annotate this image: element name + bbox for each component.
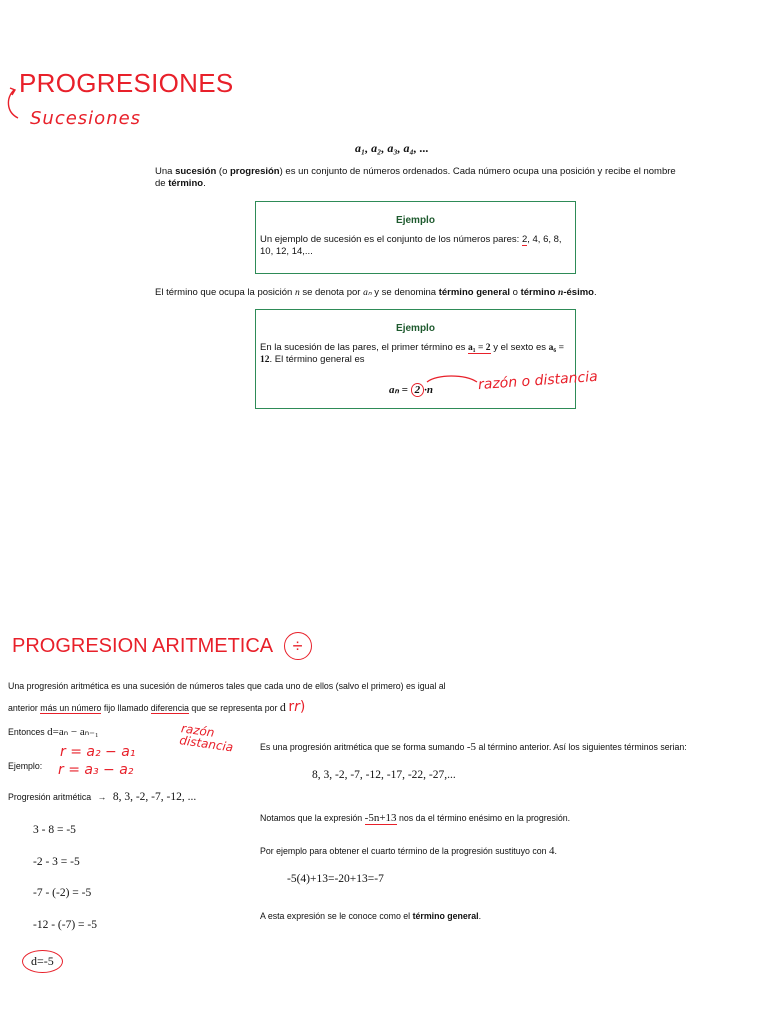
difference-1: 3 - 8 = -5 [33,824,76,836]
right-intro: Es una progresión aritmética que se forma sumando -5 al término anterior. Así los siguientes términos serian: [260,741,687,753]
handwritten-r: r [294,699,300,715]
annotation-arrow [425,374,485,394]
handwritten-subtitle: Sucesiones [30,108,142,129]
section-title: PROGRESION ARITMETICA ÷ [12,632,312,660]
ejemplo-label: Ejemplo: [8,761,43,771]
example-box-2 [255,309,576,409]
difference-2: -2 - 3 = -5 [33,856,80,868]
sequence-header: a₁, a₂, a₃, a₄, ... [355,141,429,155]
general-term-text: El término que ocupa la posición n se denota por aₙ y se denomina término general o término n-ésimo. [155,287,597,298]
notamos-text: Notamos que la expresión -5n+13 nos da el término enésimo en la progresión. [260,812,571,824]
example-title: Ejemplo [396,215,435,226]
general-term-formula: aₙ = 2 ·n [389,384,434,396]
handwritten-r1: r = a₂ − a₁ [60,744,136,760]
handwritten-annotation: razón o distancia [477,368,599,394]
entonces-label: Entonces d=aₙ − aₙ₋₁ [8,726,99,738]
handwritten-razon-distancia: razón distancia [178,721,235,755]
example-text: Un ejemplo de sucesión es el conjunto de los números pares: 2, 4, 6, 8, 10, 12, 14,... [260,234,562,257]
difference-4: -12 - (-7) = -5 [33,919,97,931]
intro-text: Una progresión aritmética es una sucesión de números tales que cada uno de ellos (salvo el primero) es igual al anterior más un número fijo llamado diferencia que se representa por d rr) [8,681,446,715]
right-sequence: 8, 3, -2, -7, -12, -17, -22, -27,... [312,769,456,781]
division-symbol: ÷ [284,632,312,660]
example-text: En la sucesión de las pares, el primer término es a₁ = 2 y el sexto es a₆ = 12. El término general es [260,342,565,365]
termino-general-text: A esta expresión se le conoce como el término general. [260,911,482,921]
progression-line: Progresión aritmética → 8, 3, -2, -7, -12, ... [8,791,197,803]
example-title: Ejemplo [396,323,435,334]
difference-3: -7 - (-2) = -5 [33,887,92,899]
d-result: d=-5 [22,950,63,973]
handwritten-r2: r = a₃ − a₂ [58,762,134,778]
cuarto-termino-text: Por ejemplo para obtener el cuarto término de la progresión sustituyo con 4. [260,845,557,857]
page-title: PROGRESIONES [19,68,234,98]
definition-text: Una sucesión (o progresión) es un conjunto de números ordenados. Cada número ocupa una posición y recibe el nombre de término. [155,166,676,189]
calculation: -5(4)+13=-20+13=-7 [287,873,384,885]
example-box-1 [255,201,576,274]
